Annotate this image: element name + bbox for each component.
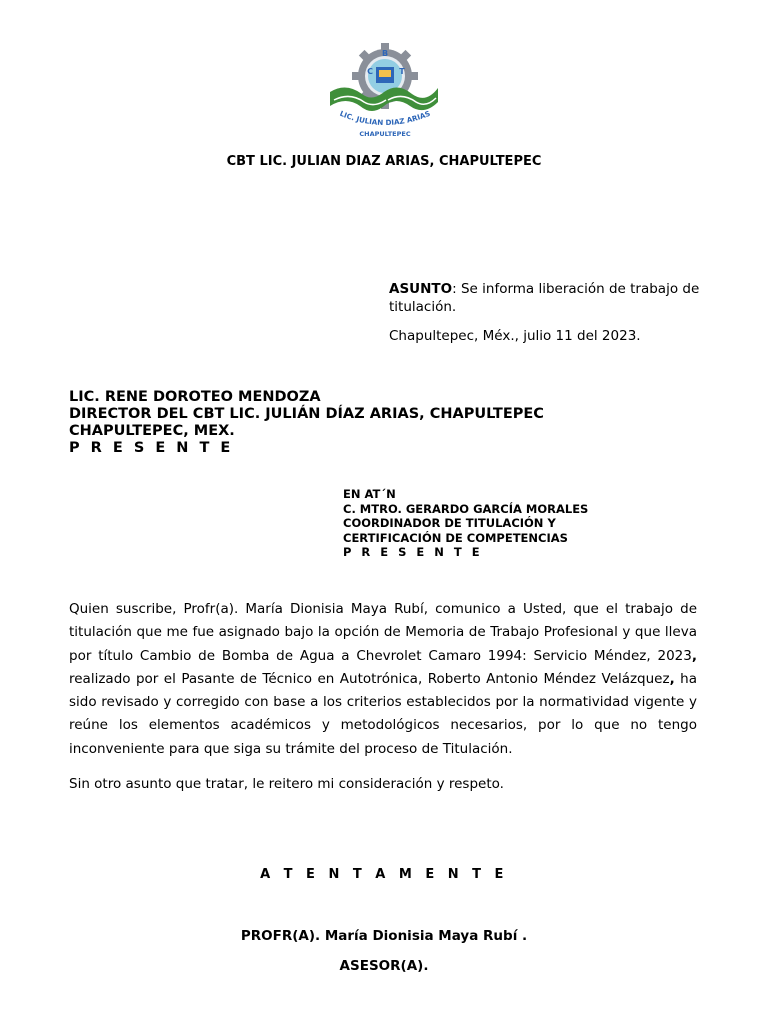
school-logo [326,42,444,140]
logo-letter-t: T [399,67,405,76]
attention-header: EN AT´N [343,487,396,501]
signer-name: PROFR(A). María Dionisia Maya Rubí . [240,928,528,944]
recipient-block [69,389,544,457]
body-part3: ha sido revisado y corregido con base a los criterios establecidos por la normatividad vigente y reúne los elementos académicos y metodológicos necesarios, por lo que no tengo inconveniente para que siga su trámite del proceso de Titulación. [69,670,698,757]
recipient-title: DIRECTOR DEL CBT LIC. JULIÁN DÍAZ ARIAS, CHAPULTEPEC [69,406,544,422]
logo-ring-text: LIC. JULIAN DIAZ ARIAS [338,108,432,128]
signer-role: ASESOR(A). [339,958,429,974]
recipient-presente: P R E S E N T E [69,440,234,456]
attention-presente: P R E S E N T E [343,545,483,559]
attention-role-line1: COORDINADOR DE TITULACIÓN Y [343,516,556,530]
subject-block [389,280,704,316]
logo-bottom-text: CHAPULTEPEC [359,130,411,138]
body-part1: Quien suscribe, Profr(a). María Dionisia Maya Rubí, comunico a Usted, que el trabajo de titulación que me fue asignado bajo la opción de Memoria de Trabajo Profesional y que lleva por título Cambio de Bomba de Agua a Chevrolet Camaro 1994: Servicio Méndez, 2023 [69,601,697,664]
logo-letter-c: C [367,67,373,76]
recipient-location: CHAPULTEPEC, MEX. [69,423,235,439]
subject-text: : Se informa liberación de trabajo de titulación. [389,281,700,315]
recipient-name: LIC. RENE DOROTEO MENDOZA [69,389,321,405]
body-comma2: , [669,670,675,687]
closing-line: Sin otro asunto que tratar, le reitero mi consideración y respeto. [69,776,504,792]
body-comma1: , [691,647,697,664]
body-part2: realizado por el Pasante de Técnico en Autotrónica, Roberto Antonio Méndez Velázquez [69,670,670,687]
attention-role-line2: CERTIFICACIÓN DE COMPETENCIAS [343,530,568,545]
date-line: Chapultepec, Méx., julio 11 del 2023. [389,328,641,344]
subject-label: ASUNTO [389,281,453,297]
logo-letter-b: B [381,49,389,58]
attention-block [343,487,588,560]
attention-name: C. MTRO. GERARDO GARCÍA MORALES [343,501,589,516]
body-paragraph [69,598,697,761]
school-name: CBT LIC. JULIAN DIAZ ARIAS, CHAPULTEPEC [226,154,542,169]
salutation: A T E N T A M E N T E [260,867,508,882]
